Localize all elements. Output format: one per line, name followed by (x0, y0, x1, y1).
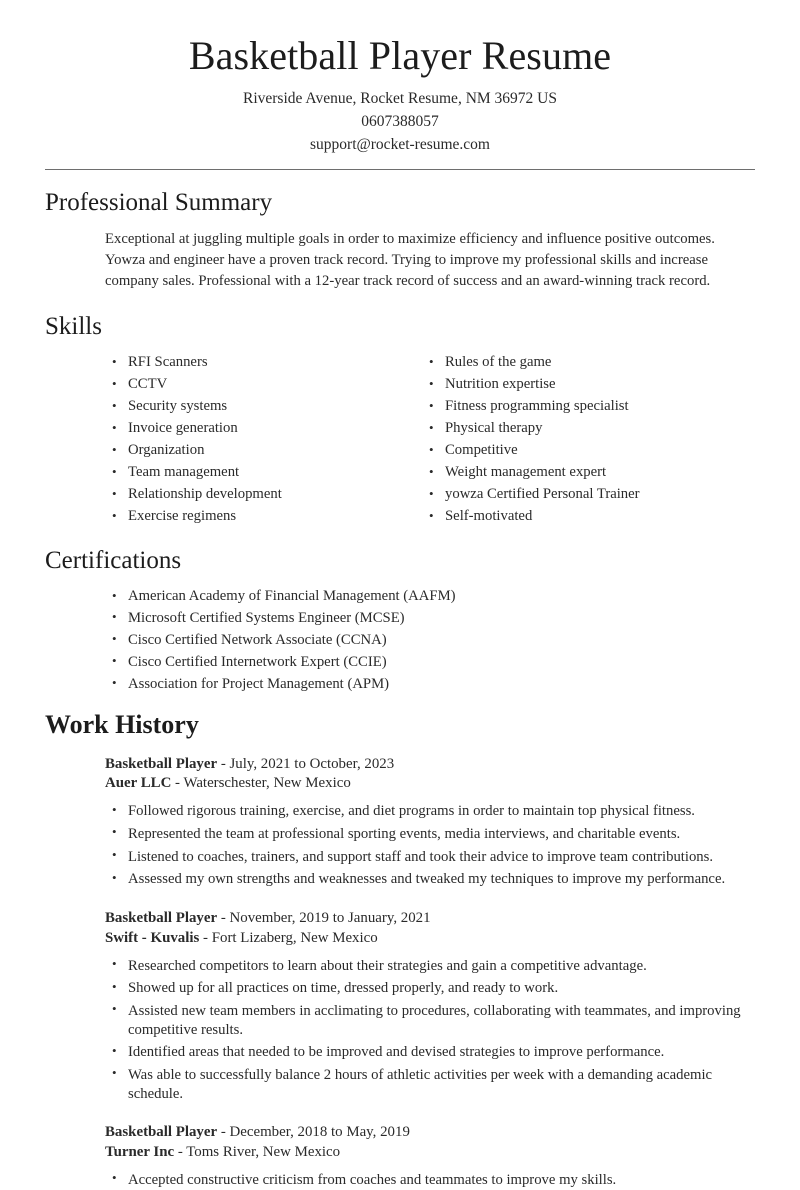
skills-column-left (105, 354, 422, 530)
list-item: • Association for Project Management (APM) (105, 676, 755, 693)
list-item: • Relationship development (105, 486, 422, 503)
list-item: • Exercise regimens (105, 508, 422, 525)
job-dates: - July, 2021 to October, 2023 (217, 755, 395, 772)
section-title-summary: Professional Summary (45, 188, 273, 216)
job-role: Basketball Player (105, 1124, 218, 1141)
job-title-line (105, 909, 755, 929)
job-company-line (105, 1143, 755, 1163)
list-item: • American Academy of Financial Management (AAFM) (105, 588, 755, 605)
list-item: • Listened to coaches, trainers, and support staff and took their advice to improve team contributions. (105, 848, 755, 867)
job-bullets (105, 802, 755, 889)
job-role: Basketball Player (105, 755, 218, 772)
job-location: - Toms River, New Mexico (174, 1144, 341, 1161)
section-skills (45, 312, 755, 530)
work-history-entry (45, 755, 755, 889)
list-item: • RFI Scanners (105, 354, 422, 371)
list-item: • Showed up for all practices on time, dressed properly, and ready to work. (105, 979, 755, 998)
list-item: • Cisco Certified Network Associate (CCNA) (105, 632, 755, 649)
skills-columns (105, 354, 755, 530)
list-item: • Microsoft Certified Systems Engineer (MCSE) (105, 610, 755, 627)
section-work-history (45, 709, 755, 1189)
resume-header (45, 0, 755, 157)
work-history-entry (45, 1123, 755, 1189)
list-item: • Cisco Certified Internetwork Expert (CCIE) (105, 654, 755, 671)
skills-column-right (422, 354, 755, 530)
job-company-line (105, 929, 755, 949)
job-dates: - December, 2018 to May, 2019 (217, 1124, 410, 1141)
list-item: • Team management (105, 464, 422, 481)
list-item: • Rules of the game (422, 354, 755, 371)
list-item: • Physical therapy (422, 420, 755, 437)
job-company-line (105, 774, 755, 794)
section-professional-summary (45, 188, 755, 293)
list-item: • Nutrition expertise (422, 376, 755, 393)
section-title-certifications: Certifications (45, 547, 182, 574)
list-item: • Invoice generation (105, 420, 422, 437)
list-item: • Identified areas that needed to be improved and devised strategies to improve performance. (105, 1043, 755, 1062)
contact-phone: 0607388057 (361, 112, 439, 130)
skills-list-right (422, 354, 755, 525)
list-item: • Was able to successfully balance 2 hours of athletic activities per week with a demanding academic schedule. (105, 1066, 755, 1103)
skills-list-left (105, 354, 422, 525)
list-item: • Fitness programming specialist (422, 398, 755, 415)
list-item: • Weight management expert (422, 464, 755, 481)
job-company: Auer LLC (105, 775, 172, 792)
list-item: • Organization (105, 442, 422, 459)
page-title: Basketball Player Resume (188, 33, 612, 78)
list-item: • Researched competitors to learn about their strategies and gain a competitive advantage. (105, 957, 755, 976)
section-certifications (45, 546, 755, 693)
job-location: - Waterschester, New Mexico (171, 775, 351, 792)
job-dates: - November, 2019 to January, 2021 (217, 909, 431, 926)
list-item: • Competitive (422, 442, 755, 459)
job-bullets (105, 1171, 755, 1190)
list-item: • yowza Certified Personal Trainer (422, 486, 755, 503)
work-history-entry (45, 909, 755, 1103)
list-item: • CCTV (105, 376, 422, 393)
list-item: • Accepted constructive criticism from coaches and teammates to improve my skills. (105, 1171, 755, 1190)
job-bullets (105, 957, 755, 1104)
job-location: - Fort Lizaberg, New Mexico (199, 929, 378, 946)
contact-email: support@rocket-resume.com (310, 135, 490, 153)
section-title-work-history: Work History (45, 710, 199, 740)
list-item: • Represented the team at professional sporting events, media interviews, and charitable events. (105, 825, 755, 844)
job-role: Basketball Player (105, 909, 218, 926)
job-title-line (105, 755, 755, 775)
section-title-skills: Skills (45, 313, 102, 341)
job-company: Turner Inc (105, 1144, 175, 1161)
list-item: • Assisted new team members in acclimating to procedures, collaborating with teammates, and improving competitive results. (105, 1002, 755, 1039)
job-title-line (105, 1123, 755, 1143)
list-item: • Assessed my own strengths and weaknesses and tweaked my techniques to improve my performance. (105, 870, 755, 889)
list-item: • Self-motivated (422, 508, 755, 525)
certifications-list (105, 588, 755, 693)
summary-text: Exceptional at juggling multiple goals in order to maximize efficiency and influence positive outcomes. Yowza and engineer have a proven track record. Trying to improve my professional skills and increase company sales. Professional with a 12-year track record of success and an award-winning track record. (105, 230, 715, 289)
job-company: Swift - Kuvalis (105, 929, 200, 946)
list-item: • Security systems (105, 398, 422, 415)
header-divider (45, 169, 755, 170)
contact-address: Riverside Avenue, Rocket Resume, NM 36972 US (243, 89, 557, 107)
list-item: • Followed rigorous training, exercise, and diet programs in order to maintain top physical fitness. (105, 802, 755, 821)
